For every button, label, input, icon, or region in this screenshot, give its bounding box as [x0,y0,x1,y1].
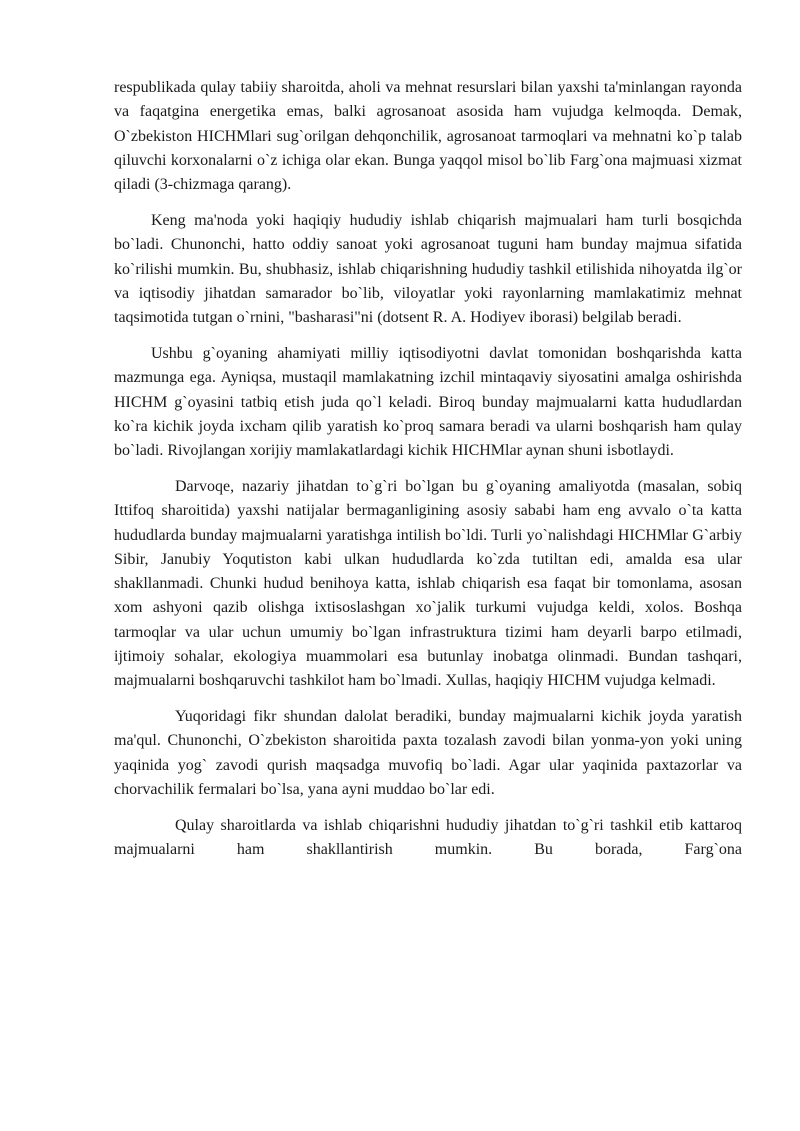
document-page [114,76,742,874]
paragraph-5: Yuqoridagi fikr shundan dalolat beradiki, bunday majmualarni kichik joyda yaratish ma'qul. Chunonchi, O`zbekiston sharoitida paxta tozalash zavodi bilan yonma-yon yoki uning yaqinida yog` zavodi qurish maqsadga muvofiq bo`ladi. Agar ular yaqinida paxtazorlar va chorvachilik fermalari bo`lsa, yana ayni muddao bo`lar edi. [114,708,742,799]
paragraph-1: respublikada qulay tabiiy sharoitda, aholi va mehnat resurslari bilan yaxshi ta'minlangan rayonda va faqatgina energetika emas, balki agrosanoat asosida ham vujudga kelmoqda. Demak, O`zbekiston HICHMlari sug`orilgan dehqonchilik, agrosanoat tarmoqlari va mehnatni ko`p talab qiluvchi korxonalarni o`z ichiga olar ekan. Bunga yaqqol misol bo`lib Farg`ona majmuasi xizmat qiladi (3-chizmaga qarang). [114,79,742,194]
paragraph-6: Qulay sharoitlarda va ishlab chiqarishni hududiy jihatdan to`g`ri tashkil etib kattaroq majmualarni ham shakllantirish mumkin. Bu borada, Farg`ona [114,816,742,859]
paragraph-2: Keng ma'noda yoki haqiqiy hududiy ishlab chiqarish majmualari ham turli bosqichda bo`ladi. Chunonchi, hatto oddiy sanoat yoki agrosanoat tuguni ham bunday majmua sifatida ko`rilishi mumkin. Bu, shubhasiz, ishlab chiqarishning hududiy tashkil etilishida nihoyatda ilg`or va iqtisodiy jihatdan samarador bo`lib, viloyatlar yoki rayonlarning mamlakatimiz mehnat taqsimotida tutgan o`rnini, "basharasi"ni (dotsent R. A. Hodiyev iborasi) belgilab beradi. [114,211,742,327]
paragraph-3: Ushbu g`oyaning ahamiyati milliy iqtisodiyotni davlat tomonidan boshqarishda katta mazmunga ega. Ayniqsa, mustaqil mamlakatning izchil mintaqaviy siyosatini amalga oshirishda HICHM g`oyasini tatbiq etish juda qo`l keladi. Biroq bunday majmualarni katta hududlardan ko`ra kichik joyda ixcham qilib yaratish ko`proq samara beradi va ularni boshqarish ham qulay bo`ladi. Rivojlangan xorijiy mamlakatlardagi kichik HICHMlar aynan shuni isbotlaydi. [114,344,742,460]
paragraph-4: Darvoqe, nazariy jihatdan to`g`ri bo`lgan bu g`oyaning amaliyotda (masalan, sobiq Ittifoq sharoitida) yaxshi natijalar bermaganligining asosiy sababi ham eng avvalo o`ta katta hududlarda bunday majmualarni yaratishga intilish bo`ldi. Turli yo`nalishdagi HICHMlar G`arbiy Sibir, Janubiy Yoqutiston kabi ulkan hududlarda ko`zda tutiltan edi, amalda esa ular shakllanmadi. Chunki hudud benihoya katta, ishlab chiqarish esa faqat bir tomonlama, asosan xom ashyoni qazib olishga ixtisoslashgan xo`jalik turkumi vujudga keldi, xolos. Boshqa tarmoqlar va ular uchun umumiy bo`lgan infrastruktura tizimi ham deyarli barpo etilmadi, ijtimoiy sohalar, ekologiya muammolari esa butunlay inobatga olinmadi. Bundan tashqari, majmualarni boshqaruvchi tashkilot ham bo`lmadi. Xullas, haqiqiy HICHM vujudga kelmadi. [114,477,742,690]
